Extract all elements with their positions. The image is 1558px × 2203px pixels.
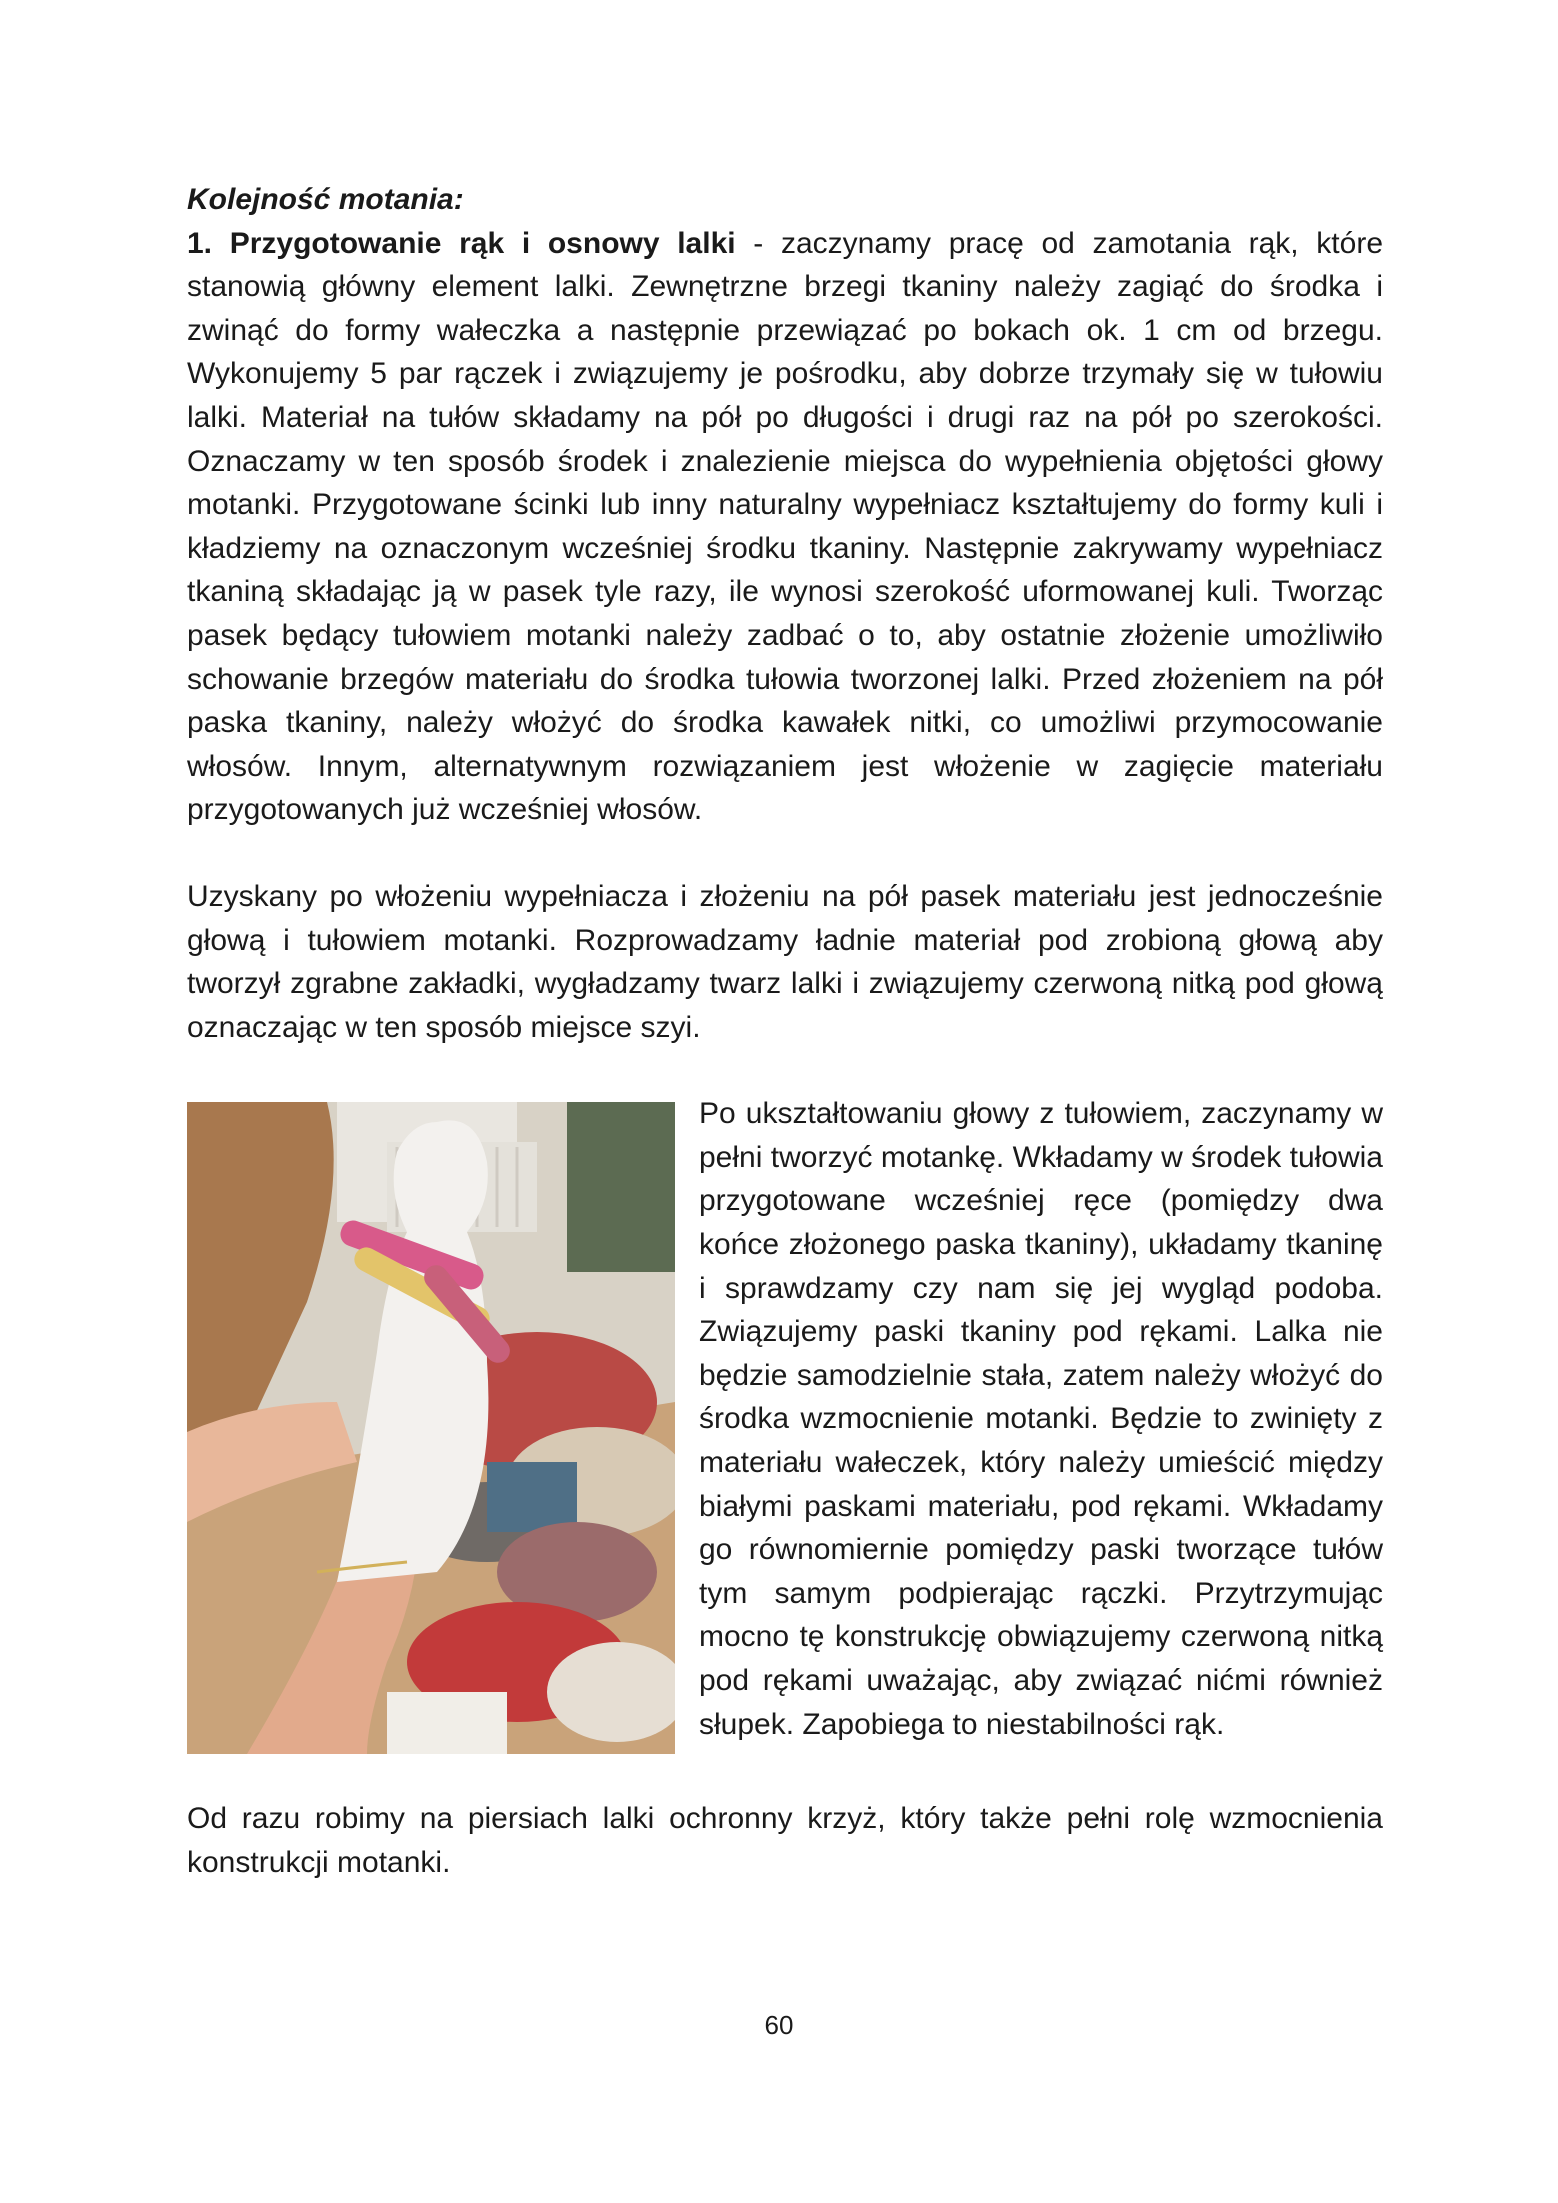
paragraph-1: [187, 222, 1383, 832]
step-text: - zaczynamy pracę od zamotania rąk, które stanowią główny element lalki. Zewnętrzne brzegi tkaniny należy zagiąć do środka i zwinąć do formy wałeczka a następnie przewiązać po bokach ok. 1 cm od brzegu. Wykonujemy 5 par rączek i związujemy je pośrodku, aby dobrze trzymały się w tułowiu lalki. Materiał na tułów składamy na pół po długości i drugi raz na pół po szerokości. Oznaczamy w ten sposób środek i znalezienie miejsca do wypełnienia objętości głowy motanki. Przygotowane ścinki lub inny naturalny wypełniacz kształtujemy do formy kuli i kładziemy na oznaczonym wcześniej środku tkaniny. Następnie zakrywamy wypełniacz tkaniną składając ją w pasek tyle razy, ile wynosi szerokość uformowanej kuli. Tworząc pasek będący tułowiem motanki należy zadbać o to, aby ostatnie złożenie umożliwiło schowanie brzegów materiału do środka tułowia tworzonej lalki. Przed złożeniem na pół paska tkaniny, należy włożyć do środka kawałek nitki, co umożliwi przymocowanie włosów. Innym, alternatywnym rozwiązaniem jest włożenie w zagięcie materiału przygotowanych już wcześniej włosów.: [187, 226, 1383, 827]
step-title: 1. Przygotowanie rąk i osnowy lalki: [187, 226, 736, 260]
section-heading: Kolejność motania:: [187, 183, 464, 216]
page-number: 60: [764, 2010, 794, 2040]
paragraph-4: Od razu robimy na piersiach lalki ochronny krzyż, który także pełni rolę wzmocnienia konstrukcji motanki.: [187, 1802, 1383, 1879]
document-page: [187, 178, 1383, 1884]
paragraph-3: Po ukształtowaniu głowy z tułowiem, zaczynamy w pełni tworzyć motankę. Wkładamy w środek tułowia przygotowane wcześniej ręce (pomiędzy dwa końce złożonego paska tkaniny), układamy tkaninę i sprawdzamy czy nam się jej wygląd podoba. Związujemy paski tkaniny pod rękami. Lalka nie będzie samodzielnie stała, zatem należy włożyć do środka wzmocnienie motanki. Będzie to zwinięty z materiału wałeczek, który należy umieścić między białymi paskami materiału, pod rękami. Wkładamy go równomiernie pomiędzy paski tworzące tułów tym samym podpierając rączki. Przytrzymując mocno tę konstrukcję obwiązujemy czerwoną nitką pod rękami uważając, aby związać nićmi również słupek. Zapobiega to niestabilności rąk.: [699, 1097, 1383, 1741]
photo-doll-making: [187, 1102, 675, 1754]
paragraph-2: Uzyskany po włożeniu wypełniacza i złożeniu na pół pasek materiału jest jednocześnie głową i tułowiem motanki. Rozprowadzamy ładnie materiał pod zrobioną głową aby tworzył zgrabne zakładki, wygładzamy twarz lalki i związujemy czerwoną nitką pod głową oznaczając w ten sposób miejsce szyi.: [187, 879, 1383, 1044]
